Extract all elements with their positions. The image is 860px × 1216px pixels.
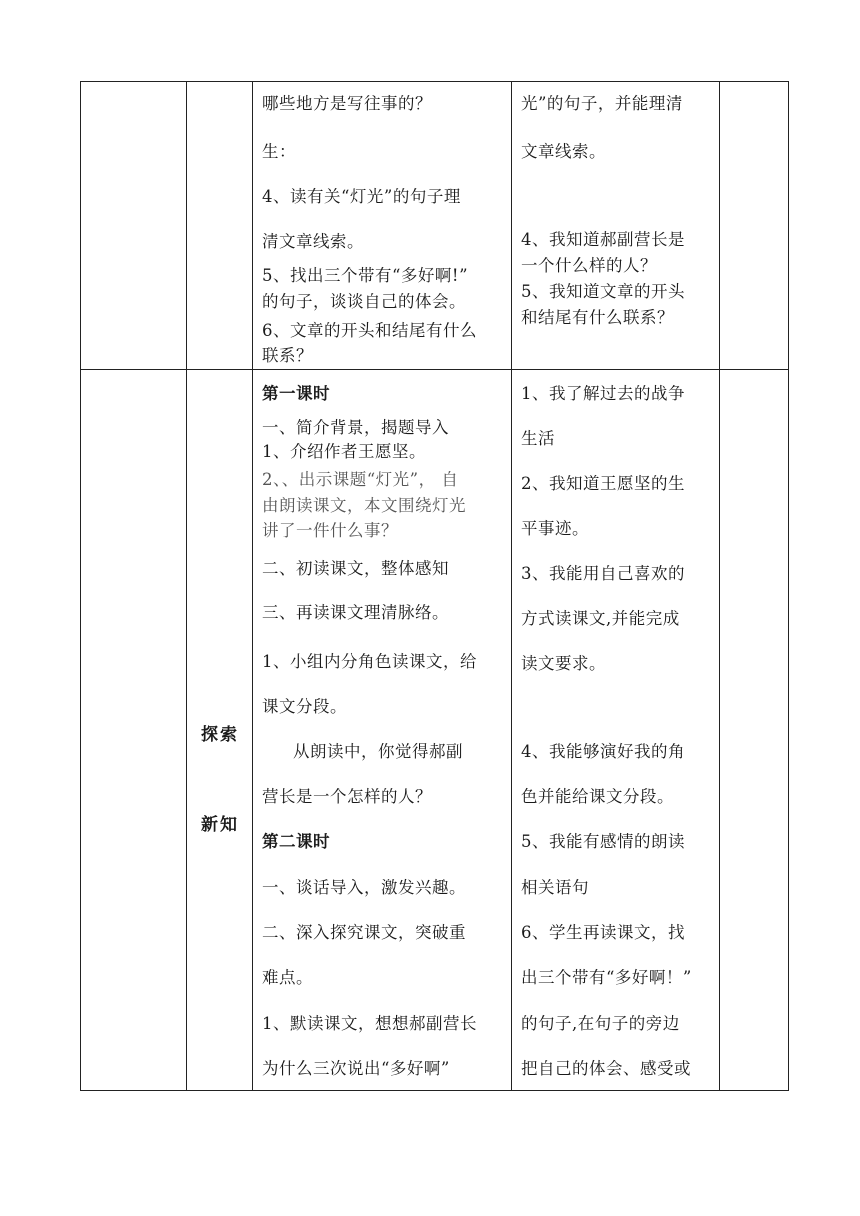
blank-cell	[81, 82, 187, 370]
activity-line: 2、、出示课题“灯光”， 自	[262, 470, 459, 489]
lesson-heading: 第二课时	[262, 832, 330, 851]
goal-line: 相关语句	[521, 878, 589, 897]
blank-cell	[720, 82, 789, 370]
goal-cell	[512, 370, 720, 1091]
activity-line: 由朗读课文，本文围绕灯光	[262, 496, 466, 515]
activity-line: 难点。	[262, 968, 313, 987]
goal-line: 5、我能有感情的朗读	[521, 832, 685, 851]
activity-line: 1、默读课文，想想郝副营长	[262, 1014, 477, 1033]
lesson-heading: 第一课时	[262, 384, 330, 403]
activity-line: 哪些地方是写往事的？	[262, 94, 432, 113]
goal-line: 生活	[521, 429, 555, 448]
activity-cell	[253, 370, 512, 1091]
goal-line: 文章线索。	[521, 142, 606, 161]
activity-line: 二、初读课文，整体感知	[262, 559, 449, 578]
activity-line: 三、再读课文理清脉络。	[262, 603, 449, 622]
activity-line: 营长是一个怎样的人？	[262, 787, 432, 806]
stage-cell	[187, 370, 253, 1091]
goal-line: 出三个带有“多好啊！”	[521, 968, 692, 987]
blank-cell	[720, 370, 789, 1091]
stage-label: 新知	[201, 815, 239, 835]
table-row	[81, 370, 789, 1091]
goal-cell	[512, 82, 720, 370]
goal-line: 平事迹。	[521, 519, 589, 538]
activity-line: 二、深入探究课文，突破重	[262, 923, 466, 942]
goal-line: 一个什么样的人？	[521, 256, 657, 275]
activity-line: 从朗读中，你觉得郝副	[293, 742, 463, 761]
goal-line: 把自己的体会、感受或	[521, 1059, 691, 1078]
goal-line: 4、我知道郝副营长是	[521, 230, 685, 249]
goal-line: 1、我了解过去的战争	[521, 384, 685, 403]
goal-line: 3、我能用自己喜欢的	[521, 564, 685, 583]
activity-line: 课文分段。	[262, 697, 347, 716]
stage-cell	[187, 82, 253, 370]
activity-line: 联系？	[262, 346, 313, 365]
goal-line: 6、学生再读课文，找	[521, 923, 685, 942]
goal-line: 2、我知道王愿坚的生	[521, 474, 685, 493]
activity-line: 4、读有关“灯光”的句子理	[262, 187, 461, 206]
activity-line: 6、文章的开头和结尾有什么	[262, 321, 477, 340]
goal-line: 读文要求。	[521, 654, 606, 673]
activity-cell	[253, 82, 512, 370]
activity-line: 讲了一件什么事？	[262, 521, 398, 540]
activity-line: 1、介绍作者王愿坚。	[262, 442, 426, 461]
lesson-plan-table	[80, 81, 789, 1091]
activity-line: 清文章线索。	[262, 232, 364, 251]
blank-cell	[81, 370, 187, 1091]
activity-line: 的句子，谈谈自己的体会。	[262, 292, 466, 311]
goal-line: 色并能给课文分段。	[521, 787, 674, 806]
activity-line: 为什么三次说出“多好啊”	[262, 1059, 450, 1078]
goal-line: 的句子,在句子的旁边	[521, 1014, 680, 1033]
goal-line: 5、我知道文章的开头	[521, 282, 685, 301]
activity-line: 生：	[262, 142, 296, 161]
goal-line: 光”的句子，并能理清	[521, 94, 683, 113]
activity-line: 一、谈话导入，激发兴趣。	[262, 878, 466, 897]
goal-line: 和结尾有什么联系？	[521, 308, 674, 327]
table-row	[81, 82, 789, 370]
goal-line: 4、我能够演好我的角	[521, 742, 685, 761]
goal-line: 方式读课文,并能完成	[521, 609, 680, 628]
activity-line: 一、简介背景，揭题导入	[262, 418, 449, 437]
activity-line: 1、小组内分角色读课文，给	[262, 652, 477, 671]
activity-line: 5、找出三个带有“多好啊!”	[262, 266, 468, 285]
stage-label: 探索	[201, 725, 239, 745]
